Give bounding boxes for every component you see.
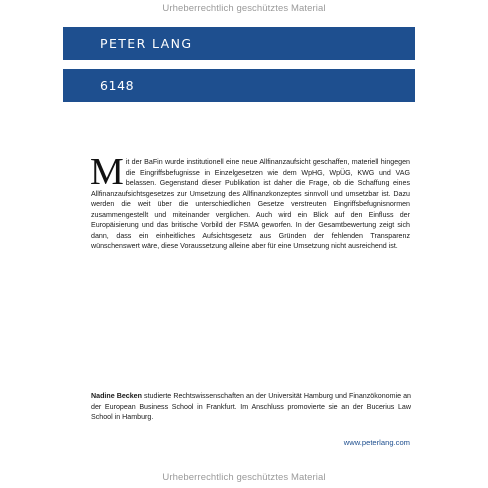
book-blurb [90,151,410,252]
publisher-band [63,27,415,60]
publisher-website-link[interactable]: www.peterlang.com [343,438,410,447]
author-bio-text: studierte Rechtswissenschaften an der Universität Hamburg und Finanzökonomie an der European Business School in Frankfurt. Im Anschluss promovierte sie an der Bucerius Law School in Hamburg. [91,392,411,421]
publisher-name: PETER LANG [100,36,193,51]
author-name: Nadine Becken [91,392,142,400]
series-number-band [63,69,415,102]
series-number: 6148 [100,78,135,93]
author-bio [91,391,411,423]
blurb-text: it der BaFin wurde institutionell eine neue Allfinanzaufsicht geschaffen, materiell hingegen die Eingriffsbefugnisse in Einzelgesetzen wie dem WpHG, WpÜG, KWG und VAG belassen. Gegenstand dieser Publikation ist daher die Frage, ob die Schaffung eines Allfinanzaufsichtsgesetzes zur Umsetzung des Allfinanzkonzeptes sinnvoll und umsetzbar ist. Dazu werden die weit über die unterschiedlichen Gesetze verstreuten Eingriffsbefugnisnormen zusammengestellt und miteinander verglichen. Auch wird ein Blick auf den Einfluss der Europäisierung und das britische Vorbild der FSMA geworfen. In der Gesamtbewertung zeigt sich dann, dass ein einheitliches Aufsichtsgesetz aus Gründen der fehlenden Transparenz wünschenswert wäre, diese Voraussetzung alleine aber für eine Umsetzung nicht ausreichend ist. [91,158,410,251]
copyright-watermark-bottom: Urheberrechtlich geschütztes Material [162,472,326,483]
copyright-watermark-top: Urheberrechtlich geschütztes Material [162,3,326,14]
drop-cap: M [90,151,124,193]
